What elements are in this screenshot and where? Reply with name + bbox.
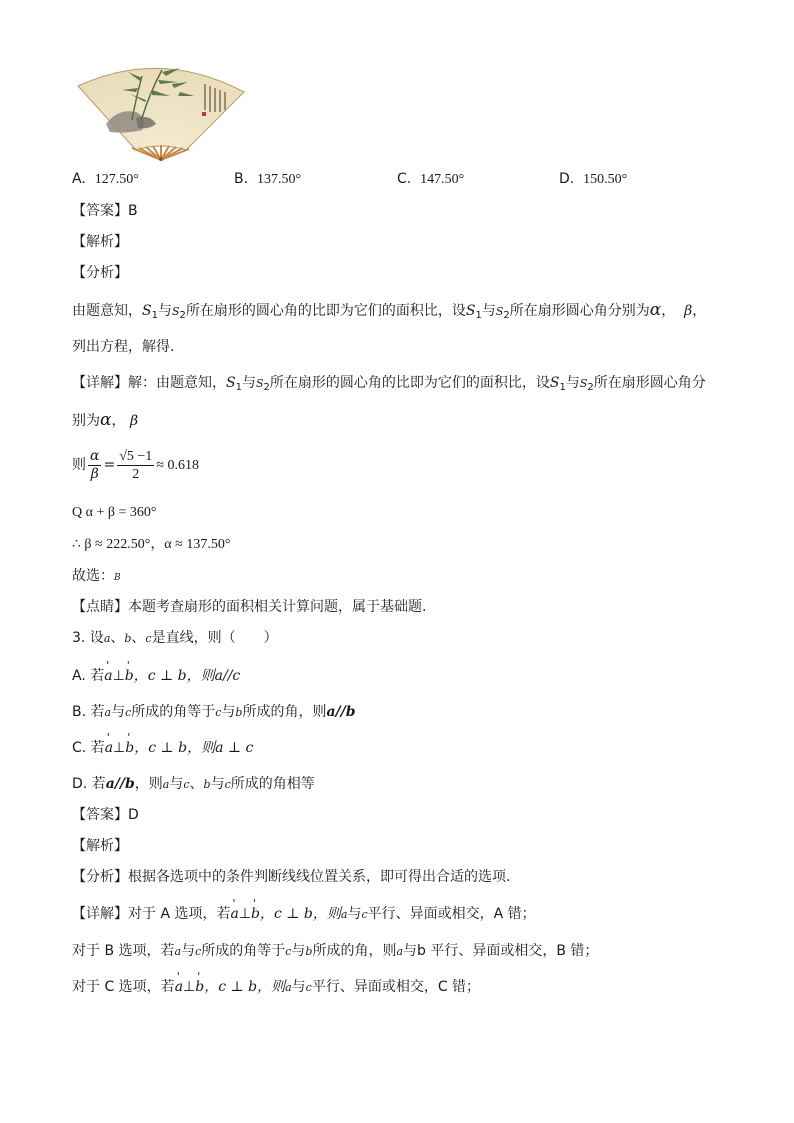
- option-a: A. 127.50°: [72, 171, 139, 187]
- q3-jiexi: 【解析】: [72, 838, 128, 854]
- q3-option-b: B. 若a与c所成的角等于c与b所成的角，则a//b: [72, 704, 356, 720]
- q2-jiexi: 【解析】: [72, 234, 128, 250]
- option-d: D. 150.50°: [559, 171, 628, 187]
- q2-ratio-equation: 则 $\frac{\alpha}{\beta}$ = $\frac{√5 -1}{2}$ ≈ 0.618: [72, 447, 199, 482]
- option-b: B. 137.50°: [234, 171, 302, 187]
- q2-detail-line1: 【详解】解：由题意知，$S_1$与$S_2$所在扇形的圆心角的比即为它们的面积比，设$S_1$与$S_2$所在扇形圆心角分: [72, 375, 706, 393]
- q3-option-a: A. 若' a⊥' b，c ⊥ b，则a//c: [72, 666, 240, 686]
- q2-answer: 【答案】B: [72, 203, 138, 219]
- q2-because-line: Q α + β = 360°: [72, 505, 157, 520]
- q2-dianjing: 【点睛】本题考查扇形的面积相关计算问题，属于基础题.: [72, 599, 427, 615]
- q3-stem: 3. 设a、b、c是直线，则（ ）: [72, 630, 278, 646]
- q3-option-d: D. 若a//b，则a与c、b与c所成的角相等: [72, 776, 315, 792]
- folding-fan-illustration: [76, 62, 246, 162]
- q2-detail-line2: 别为α， β: [72, 410, 139, 430]
- option-c: C. 147.50°: [397, 171, 465, 187]
- q2-choice: 故选：B: [72, 568, 121, 584]
- q3-option-c: C. 若' a⊥' b，c ⊥ b，则a ⊥ c: [72, 738, 253, 758]
- q3-fenxi: 【分析】根据各选项中的条件判断线线位置关系，即可得出合适的选项.: [72, 869, 511, 885]
- q3-detail-line2: 对于 B 选项，若a与c所成的角等于c与b所成的角，则a与b 平行、异面或相交，B 错；: [72, 943, 599, 959]
- q2-therefore-line: ∴ β ≈ 222.50°，α ≈ 137.50°: [72, 537, 231, 552]
- q3-detail-line1: 【详解】对于 A 选项，若' a⊥' b，c ⊥ b，则a与c平行、异面或相交，A 错；: [72, 904, 536, 925]
- q3-detail-line3: 对于 C 选项，若' a⊥' b，c ⊥ b，则a与c平行、异面或相交，C 错；: [72, 977, 480, 998]
- q3-answer: 【答案】D: [72, 807, 139, 823]
- q2-analysis-line2: 列出方程，解得.: [72, 339, 175, 355]
- q2-fenxi: 【分析】: [72, 265, 128, 281]
- q2-analysis-line1: 由题意知，$S_1$与$S_2$所在扇形的圆心角的比即为它们的面积比，设$S_1$与$S_2$所在扇形圆心角分别为α， β，: [72, 300, 707, 321]
